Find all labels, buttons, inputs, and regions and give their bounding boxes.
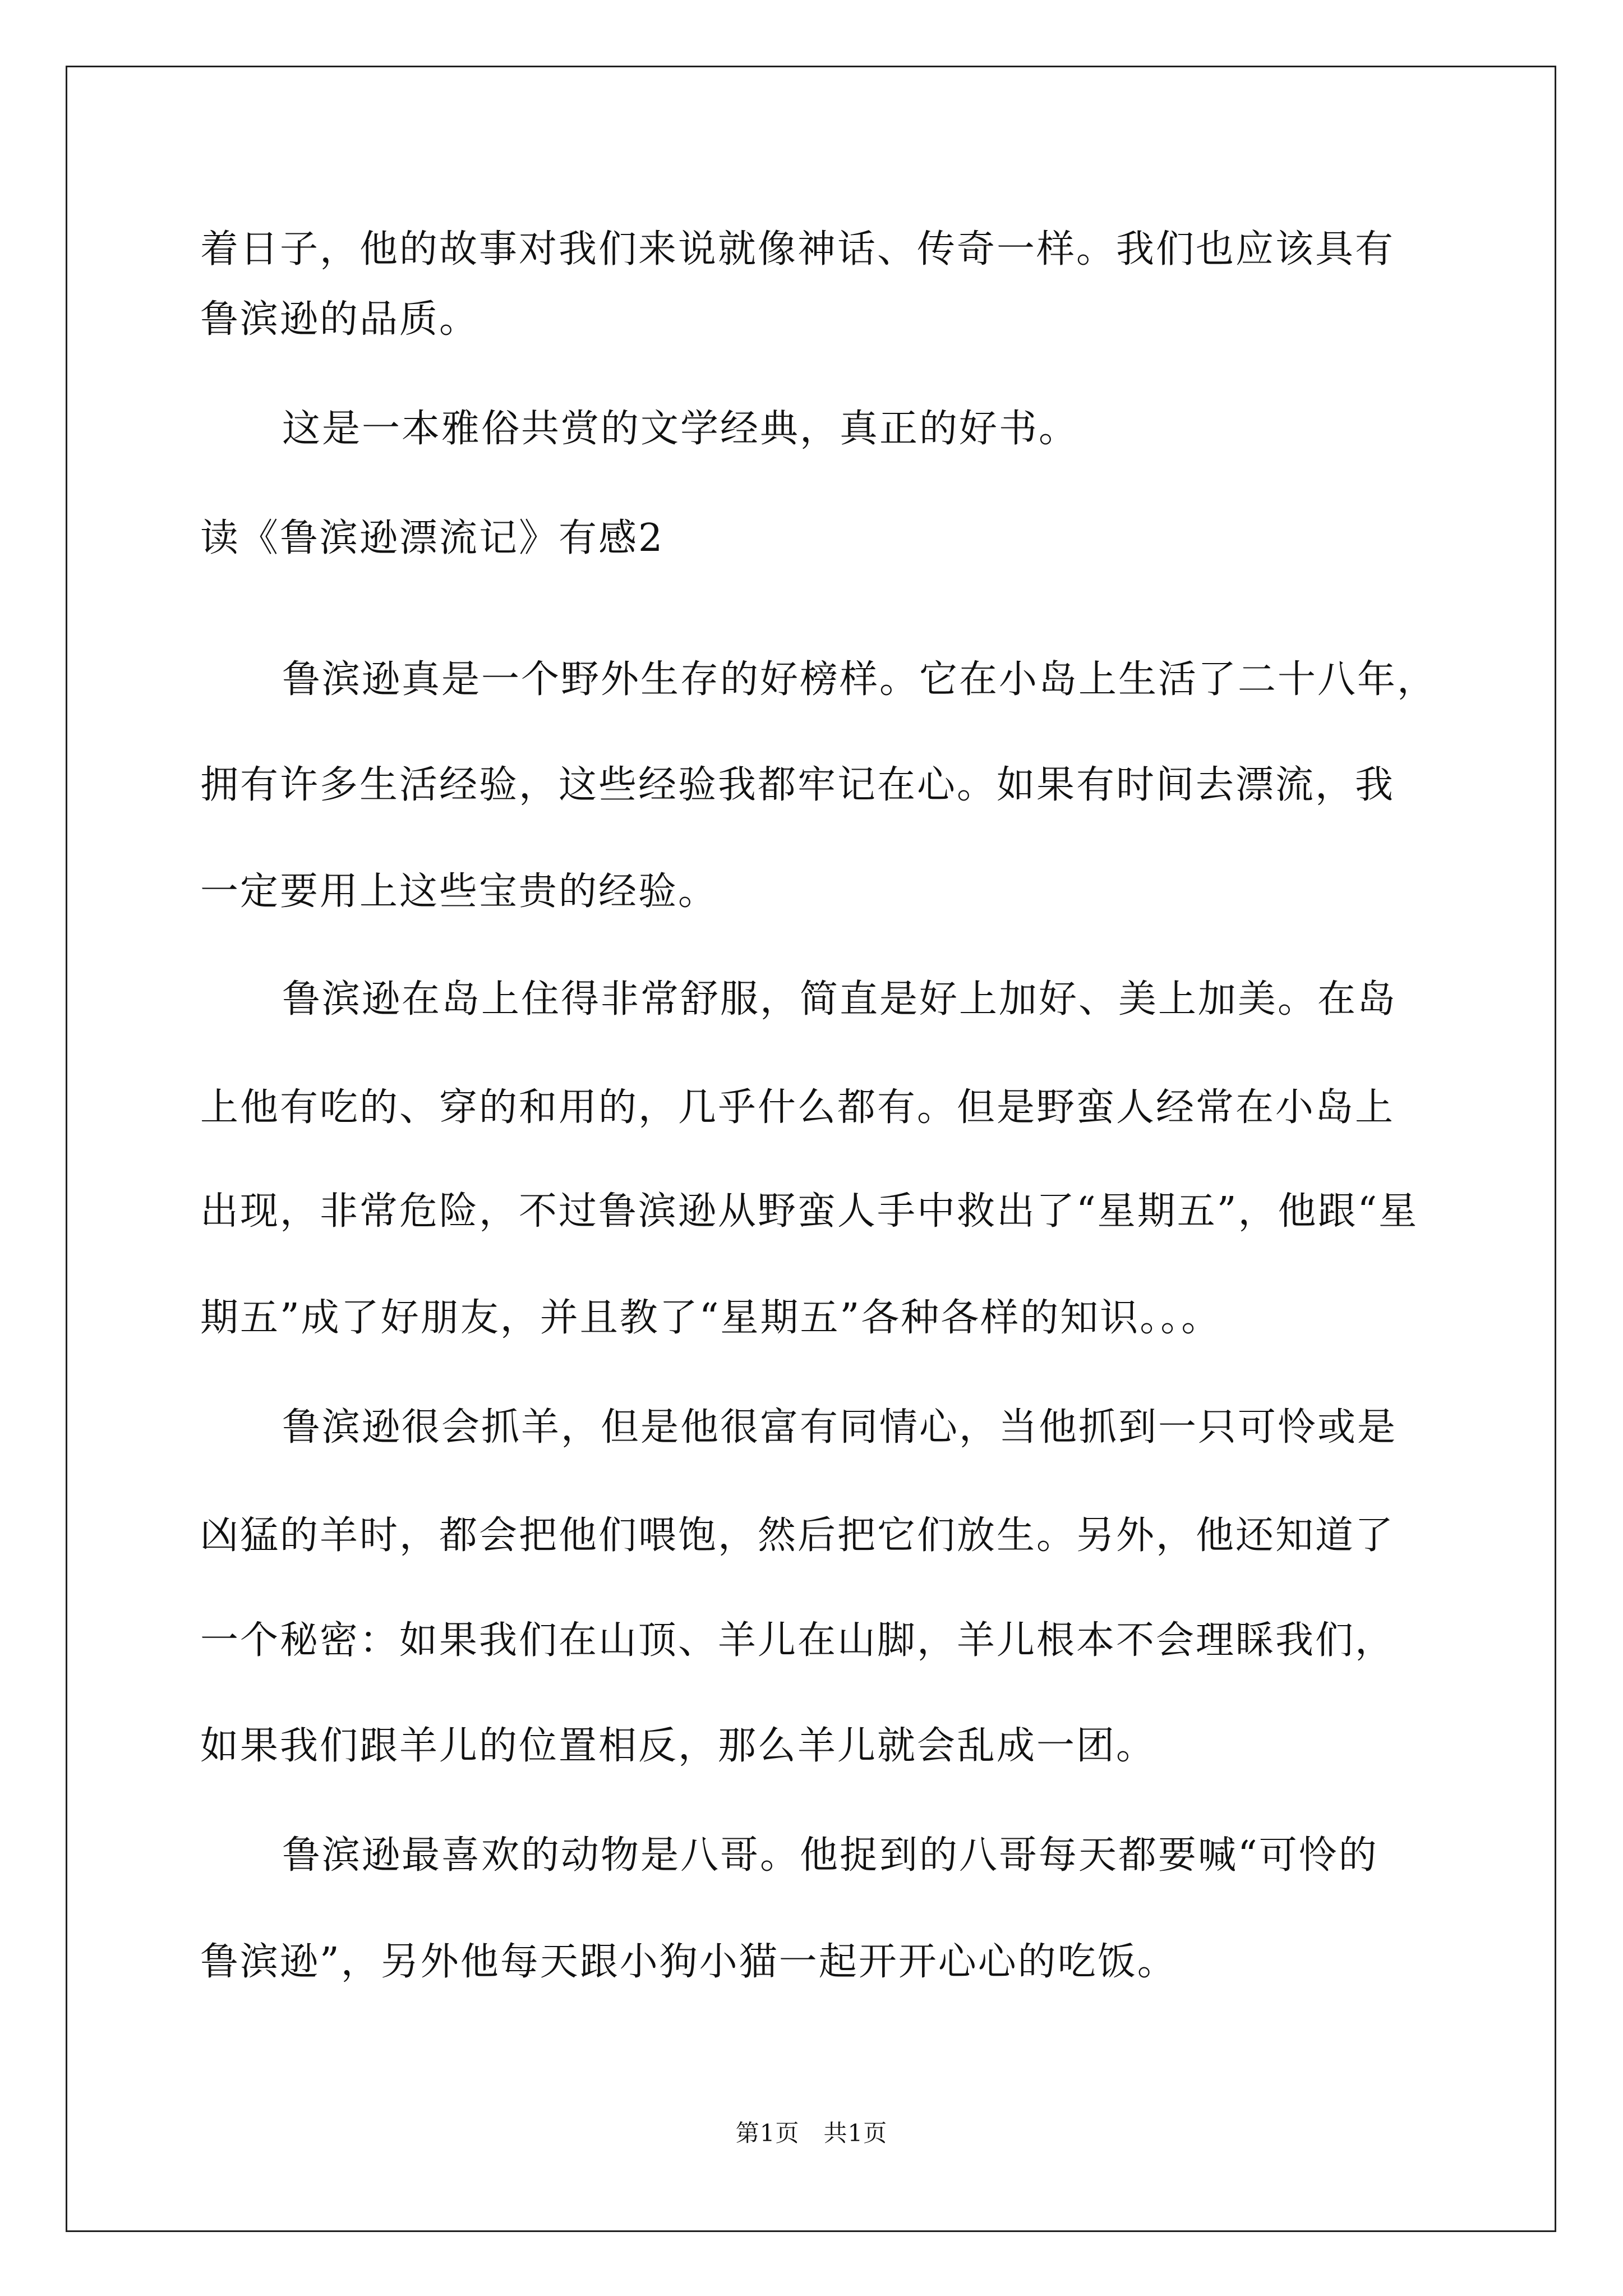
text-line: 一个秘密：如果我们在山顶、羊儿在山脚，羊儿根本不会理睬我们， — [200, 1618, 1395, 1663]
text-line: 着日子，他的故事对我们来说就像神话、传奇一样。我们也应该具有 — [200, 227, 1395, 272]
text-line: 鲁滨逊真是一个野外生存的好榜样。它在小岛上生活了二十八年， — [282, 657, 1437, 702]
page-border — [66, 66, 1556, 2232]
text-line: 一定要用上这些宝贵的经验。 — [200, 869, 718, 914]
text-line: 凶猛的羊时，都会把他们喂饱，然后把它们放生。另外，他还知道了 — [200, 1513, 1395, 1558]
text-line: 如果我们跟羊儿的位置相反，那么羊儿就会乱成一团。 — [200, 1724, 1156, 1768]
text-line: 鲁滨逊的品质。 — [200, 297, 479, 342]
page-footer: 第1页 共1页 — [735, 2119, 888, 2147]
text-line: 上他有吃的、穿的和用的，几乎什么都有。但是野蛮人经常在小岛上 — [200, 1085, 1395, 1130]
text-line: 鲁滨逊最喜欢的动物是八哥。他捉到的八哥每天都要喊“可怜的 — [282, 1833, 1378, 1878]
text-line: 拥有许多生活经验，这些经验我都牢记在心。如果有时间去漂流，我 — [200, 763, 1395, 807]
text-line: 鲁滨逊很会抓羊，但是他很富有同情心，当他抓到一只可怜或是 — [282, 1405, 1398, 1450]
text-line: 鲁滨逊在岛上住得非常舒服，简直是好上加好、美上加美。在岛 — [282, 977, 1398, 1022]
text-line: 出现，非常危险，不过鲁滨逊从野蛮人手中救出了“星期五”，他跟“星 — [200, 1189, 1419, 1234]
text-line: 鲁滨逊”，另外他每天跟小狗小猫一起开开心心的吃饭。 — [200, 1940, 1177, 1984]
section-heading: 读《鲁滨逊漂流记》有感2 — [200, 516, 665, 560]
text-line: 期五”成了好朋友，并且教了“星期五”各种各样的知识。。。 — [200, 1296, 1221, 1340]
text-line: 这是一本雅俗共赏的文学经典，真正的好书。 — [282, 407, 1079, 451]
